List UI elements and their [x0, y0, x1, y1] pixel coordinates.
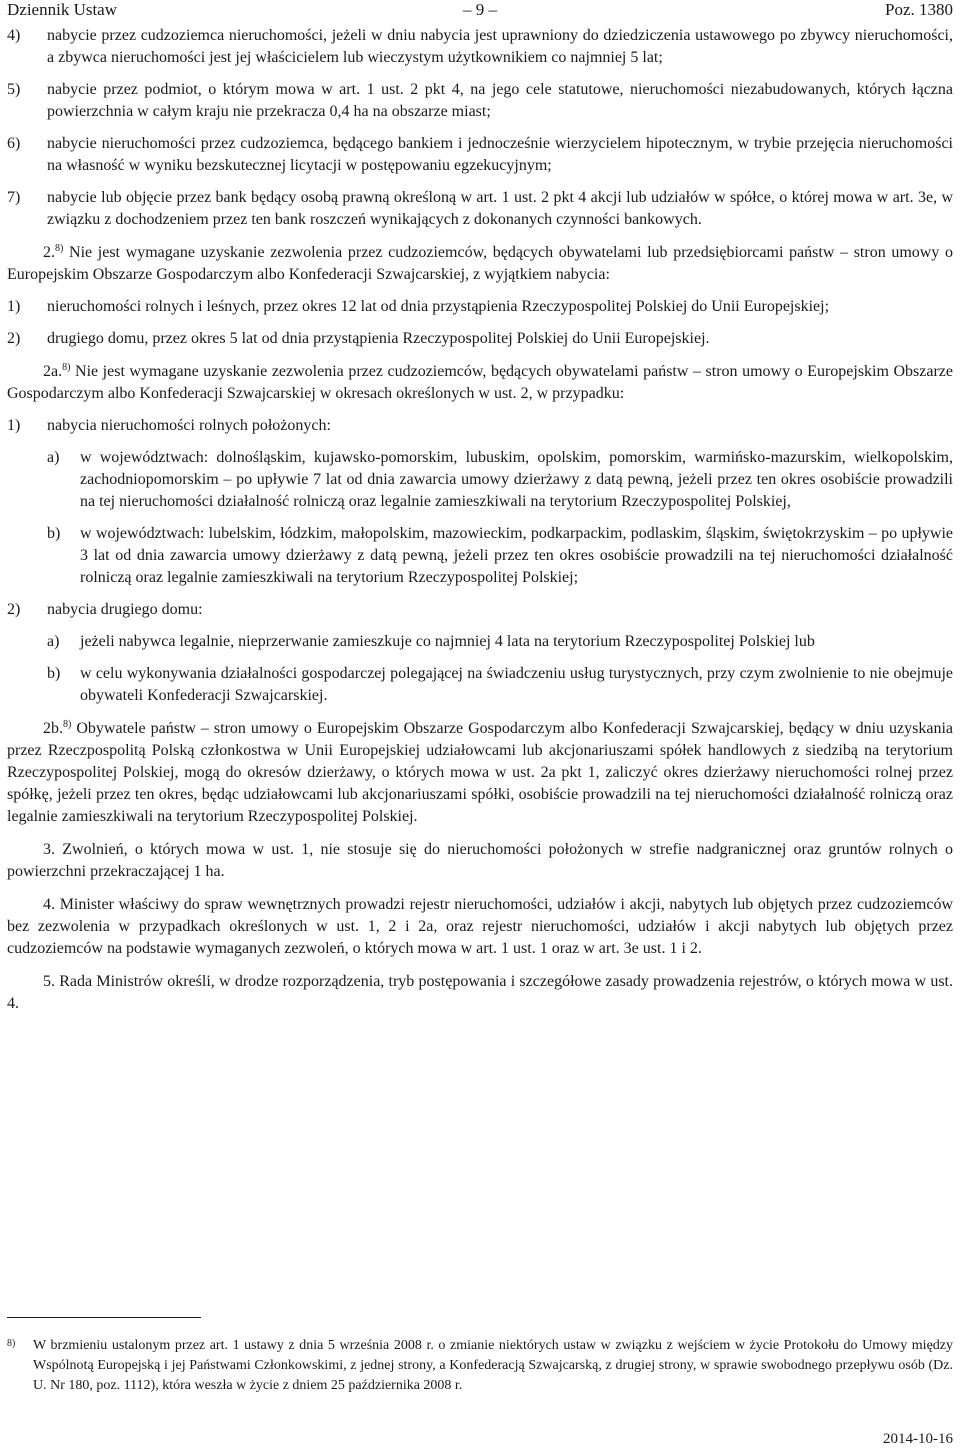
item-number: 1) [7, 417, 21, 434]
sub-item-letter: a) [47, 633, 60, 650]
paragraph-text: Minister właściwy do spraw wewnętrznych prowadzi rejestr nieruchomości, udziałów i akcji, nabytych lub objętych przez cudzoziemców bez zezwolenia w przypadkach określonych w ust. 1, 2 i 2a, oraz rejestr nieruchomości, udziałów i akcji nabytych lub objętych przez cudzoziemców na podstawie wymaganych zezwoleń, o których mowa w art. 1 ust. 1 oraz w art. 3e ust. 1 i 2. [7, 896, 954, 957]
footnote-divider [7, 1317, 201, 1318]
page-number: – 9 – [463, 0, 497, 19]
paragraph-number: 2. [43, 244, 55, 261]
item-number: 4) [7, 27, 21, 44]
sub-item-text: w województwach: lubelskim, łódzkim, małopolskim, mazowieckim, podkarpackim, podlaskim, śląskim, świętokrzyskim – po upływie 3 lat od dnia zawarcia umowy dzierżawy z datą pewną, jeżeli przez ten okres osobiście prowadzili na tej nieruchomości działalność rolniczą oraz legalnie zamieszkiwali na terytorium Rzeczypospolitej Polskiej; [80, 525, 953, 586]
item-text: nabycie nieruchomości przez cudzoziemca, będącego bankiem i jednocześnie wierzycielem hipotecznym, w trybie przejęcia nieruchomości na własność w wyniku bezskutecznej licytacji w postępowaniu egzekucyjnym; [47, 135, 953, 174]
item-text: nabycie lub objęcie przez bank będący osobą prawną określoną w art. 1 ust. 2 pkt 4 akcji lub udziałów w spółce, o której mowa w art. 3e, w związku z dochodzeniem przez ten bank roszczeń wynikających z dokonanych czynności bankowych. [47, 189, 953, 228]
list-item [7, 328, 953, 350]
paragraph-text: Nie jest wymagane uzyskanie zezwolenia przez cudzoziemców, będących obywatelami lub przedsiębiorcami państw – stron umowy o Europejskim Obszarze Gospodarczym albo Konfederacji Szwajcarskiej, z wyjątkiem nabycia: [7, 244, 954, 283]
document-body [7, 25, 953, 1025]
item-text: nabycia drugiego domu: [47, 601, 203, 618]
sub-item-text: jeżeli nabywca legalnie, nieprzerwanie zamieszkuje co najmniej 4 lata na terytorium Rzeczypospolitej Polskiej lub [80, 633, 815, 650]
position-number: Poz. 1380 [885, 0, 953, 19]
item-text: nabycie przez cudzoziemca nieruchomości, jeżeli w dniu nabycia jest uprawniony do dziedziczenia ustawowego po zbywcy nieruchomości, a zbywca nieruchomości jest jej właścicielem lub wieczystym użytkownikiem co najmniej 5 lat; [47, 27, 953, 66]
sub-item [7, 447, 953, 513]
paragraph-text: Nie jest wymagane uzyskanie zezwolenia przez cudzoziemców, będących obywatelami państw – stron umowy o Europejskim Obszarze Gospodarczym albo Konfederacji Szwajcarskiej w okresach określonych w ust. 2, w przypadku: [7, 363, 954, 402]
item-text: nabycia nieruchomości rolnych położonych: [47, 417, 331, 434]
footnote-ref: 8) [62, 362, 71, 373]
footnote-ref: 8) [63, 719, 72, 730]
item-text: nieruchomości rolnych i leśnych, przez okres 12 lat od dnia przystąpienia Rzeczypospolitej Polskiej do Unii Europejskiej; [47, 298, 830, 315]
item-number: 1) [7, 298, 21, 315]
item-number: 6) [7, 135, 21, 152]
paragraph-text: Rada Ministrów określi, w drodze rozporządzenia, tryb postępowania i szczegółowe zasady prowadzenia rejestrów, o których mowa w ust. 4. [7, 973, 953, 1012]
paragraph-4 [7, 894, 953, 960]
list-item [7, 599, 953, 621]
page-header [7, 0, 953, 23]
list-item [7, 133, 953, 177]
sub-item-text: w celu wykonywania działalności gospodarczej polegającej na świadczeniu usług turystycznych, przy czym zwolnienie to nie obejmuje obywateli Konfederacji Szwajcarskiej. [80, 665, 953, 704]
paragraph-5 [7, 971, 953, 1015]
item-number: 2) [7, 601, 21, 618]
list-item [7, 415, 953, 437]
paragraph-text: Obywatele państw – stron umowy o Europejskim Obszarze Gospodarczym albo Konfederacji Szwajcarskiej, będący w dniu uzyskania przez Rzeczpospolitą Polską członkostwa w Unii Europejskiej udziałowcami lub akcjonariuszami spółek handlowych z siedzibą na terytorium Rzeczypospolitej Polskiej, mogą do okresów dzierżawy, o których mowa w ust. 2a pkt 1, zaliczyć okres dzierżawy nieruchomości rolnej przez spółkę, jeżeli przez ten okres, będąc udziałowcami lub akcjonariuszami spółki, osobiście prowadzili na tej nieruchomości działalność rolniczą oraz legalnie zamieszkiwali na terytorium Rzeczypospolitej Polskiej. [7, 720, 953, 825]
paragraph-number: 2b. [43, 720, 63, 737]
sub-item [7, 631, 953, 653]
footnote-mark: 8) [7, 1338, 16, 1349]
list-item [7, 187, 953, 231]
item-text: drugiego domu, przez okres 5 lat od dnia przystąpienia Rzeczypospolitej Polskiej do Unii Europejskiej. [47, 330, 710, 347]
paragraph-text: Zwolnień, o których mowa w ust. 1, nie stosuje się do nieruchomości położonych w strefie nadgranicznej oraz gruntów rolnych o powierzchni przekraczającej 1 ha. [7, 841, 954, 880]
footnote-text: W brzmieniu ustalonym przez art. 1 ustawy z dnia 5 września 2008 r. o zmianie niektórych ustaw w związku z wejściem w życie Protokołu do Umowy między Wspólnotą Europejską i jej Państwami Członkowskimi, z jednej strony, a Konfederacją Szwajcarską, z drugiej strony, w sprawie swobodnego przepływu osób (Dz. U. Nr 180, poz. 1112), która weszła w życie z dniem 25 października 2008 r. [33, 1338, 953, 1393]
paragraph-2b [7, 718, 953, 828]
paragraph-number: 5. [43, 973, 55, 990]
item-number: 7) [7, 189, 21, 206]
sub-item-letter: a) [47, 449, 60, 466]
sub-item-letter: b) [47, 665, 61, 682]
sub-item-text: w województwach: dolnośląskim, kujawsko-pomorskim, lubuskim, opolskim, pomorskim, warmińsko-mazurskim, wielkopolskim, zachodniopomorskim – po upływie 7 lat od dnia zawarcia umowy dzierżawy z datą pewną, jeżeli przez ten okres osobiście prowadzili na tej nieruchomości działalność rolniczą oraz legalnie zamieszkiwali na terytorium Rzeczypospolitej Polskiej, [80, 449, 953, 510]
paragraph-number: 4. [43, 896, 55, 913]
item-text: nabycie przez podmiot, o którym mowa w art. 1 ust. 2 pkt 4, na jego cele statutowe, nieruchomości niezabudowanych, których łączna powierzchnia w całym kraju nie przekracza 0,4 ha na obszarze miast; [47, 81, 953, 120]
paragraph-2a [7, 361, 953, 405]
paragraph-number: 2a. [43, 363, 63, 380]
journal-title: Dziennik Ustaw [7, 0, 118, 19]
sub-item [7, 663, 953, 707]
sub-item [7, 523, 953, 589]
sub-item-letter: b) [47, 525, 61, 542]
list-item [7, 296, 953, 318]
paragraph-3 [7, 839, 953, 883]
item-number: 2) [7, 330, 21, 347]
footnote [7, 1336, 953, 1396]
list-item [7, 25, 953, 69]
list-item [7, 79, 953, 123]
footer-date: 2014-10-16 [883, 1431, 953, 1447]
paragraph-number: 3. [43, 841, 55, 858]
item-number: 5) [7, 81, 21, 98]
footnote-ref: 8) [55, 243, 64, 254]
paragraph-2 [7, 242, 953, 286]
